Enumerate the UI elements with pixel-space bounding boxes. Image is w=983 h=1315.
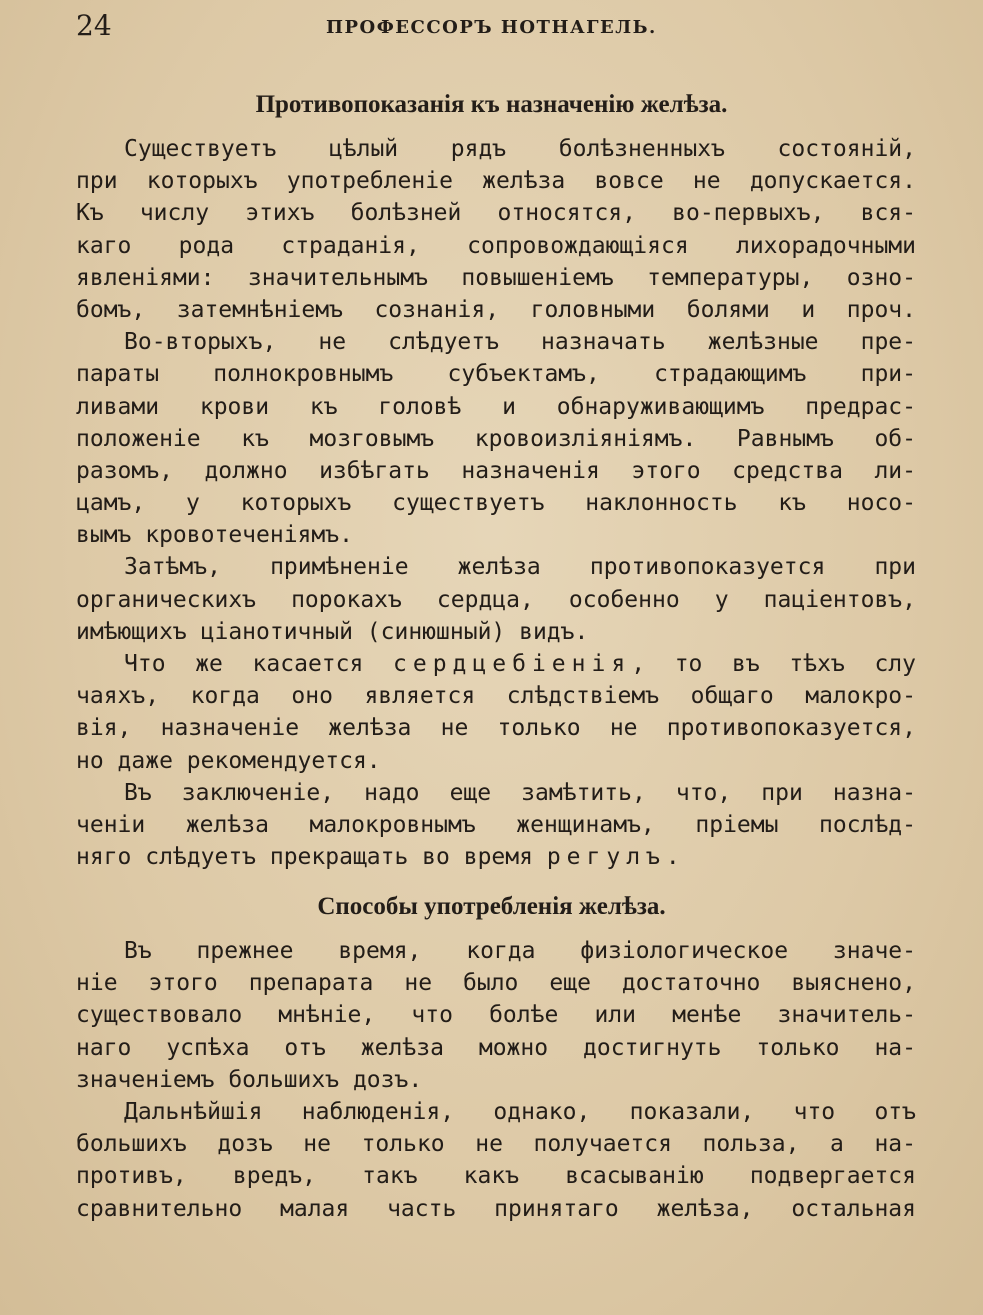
text-line: ніе этого препарата не было еще достаточно выяснено,	[76, 970, 916, 997]
text-line: ченіи желѣза малокровнымъ женщинамъ, пріемы послѣд-	[76, 811, 916, 838]
emphasized-term: регулъ	[546, 844, 666, 871]
text-line: при которыхъ употребленіе желѣза вовсе не допускается.	[76, 168, 916, 195]
text-run: няго слѣдуетъ прекращать во время	[76, 844, 533, 871]
text-run: .	[665, 844, 680, 871]
section-heading-methods: Способы употребленія желѣза.	[317, 893, 666, 920]
text-line: вымъ кровотеченіямъ.	[76, 522, 353, 549]
text-line: но даже рекомендуется.	[76, 747, 381, 774]
text-line: Въ заключеніе, надо еще замѣтить, что, при назна-	[124, 779, 916, 806]
section-body-methods	[76, 935, 916, 1225]
text-line	[76, 648, 916, 680]
text-line: Дальнѣйшія наблюденія, однако, показали, что отъ	[124, 1098, 916, 1125]
text-line: органическихъ порокахъ сердца, особенно у паціентовъ,	[76, 586, 916, 613]
text-line: Существуетъ цѣлый рядъ болѣзненныхъ состояній,	[124, 136, 916, 162]
text-run: Что же касается	[124, 651, 364, 677]
text-line: имѣющихъ ціанотичный (синюшный) видъ.	[76, 618, 589, 645]
text-line: разомъ, должно избѣгать назначенія этого средства ли-	[76, 457, 916, 484]
text-line: большихъ дозъ не только не получается польза, а на-	[76, 1131, 916, 1158]
running-title: ПРОФЕССОРЪ НОТНАГЕЛЬ.	[326, 17, 657, 38]
text-line: каго рода страданія, сопровождающіяся лихорадочными	[76, 232, 916, 259]
text-line: противъ, вредъ, такъ какъ всасыванію подвергается	[76, 1163, 916, 1190]
text-line: чаяхъ, когда оно является слѣдствіемъ общаго малокро-	[76, 683, 916, 710]
text-line: сравнительно малая часть принятаго желѣза, остальная	[76, 1195, 916, 1222]
text-line: цамъ, у которыхъ существуетъ наклонность къ носо-	[76, 490, 916, 517]
text-line: положеніе къ мозговымъ кровоизліяніямъ. Равнымъ об-	[76, 425, 916, 452]
text-line: наго успѣха отъ желѣза можно достигнуть только на-	[76, 1034, 916, 1061]
text-line: Во-вторыхъ, не слѣдуетъ назначать желѣзные пре-	[124, 329, 916, 356]
text-line: вія, назначеніе желѣза не только не противопоказуется,	[76, 715, 916, 742]
section-heading-contraindications: Противопоказанія къ назначенію желѣза.	[255, 91, 728, 118]
text-line: значеніемъ большихъ дозъ.	[76, 1066, 423, 1093]
text-line: Въ прежнее время, когда физіологическое значе-	[124, 938, 916, 964]
page-number: 24	[76, 9, 112, 42]
text-line: явленіями: значительнымъ повышеніемъ температуры, озно-	[76, 264, 916, 291]
section-body-contraindications	[76, 133, 916, 873]
text-line: Затѣмъ, примѣненіе желѣза противопоказуется при	[124, 554, 916, 581]
text-line: Къ числу этихъ болѣзней относятся, во-первыхъ, вся-	[76, 200, 916, 227]
text-line: ливами крови къ головѣ и обнаруживающимъ предрас-	[76, 393, 916, 420]
text-line: параты полнокровнымъ субъектамъ, страдающимъ при-	[76, 361, 916, 388]
text-line: существовало мнѣніе, что болѣе или менѣе значитель-	[76, 1002, 916, 1029]
text-line	[76, 841, 916, 873]
text-run: , то въ тѣхъ слу	[631, 651, 916, 677]
emphasized-term: сердцебіенія	[393, 651, 632, 677]
text-line: бомъ, затемнѣніемъ сознанія, головными болями и проч.	[76, 296, 916, 323]
page-header	[76, 6, 916, 46]
